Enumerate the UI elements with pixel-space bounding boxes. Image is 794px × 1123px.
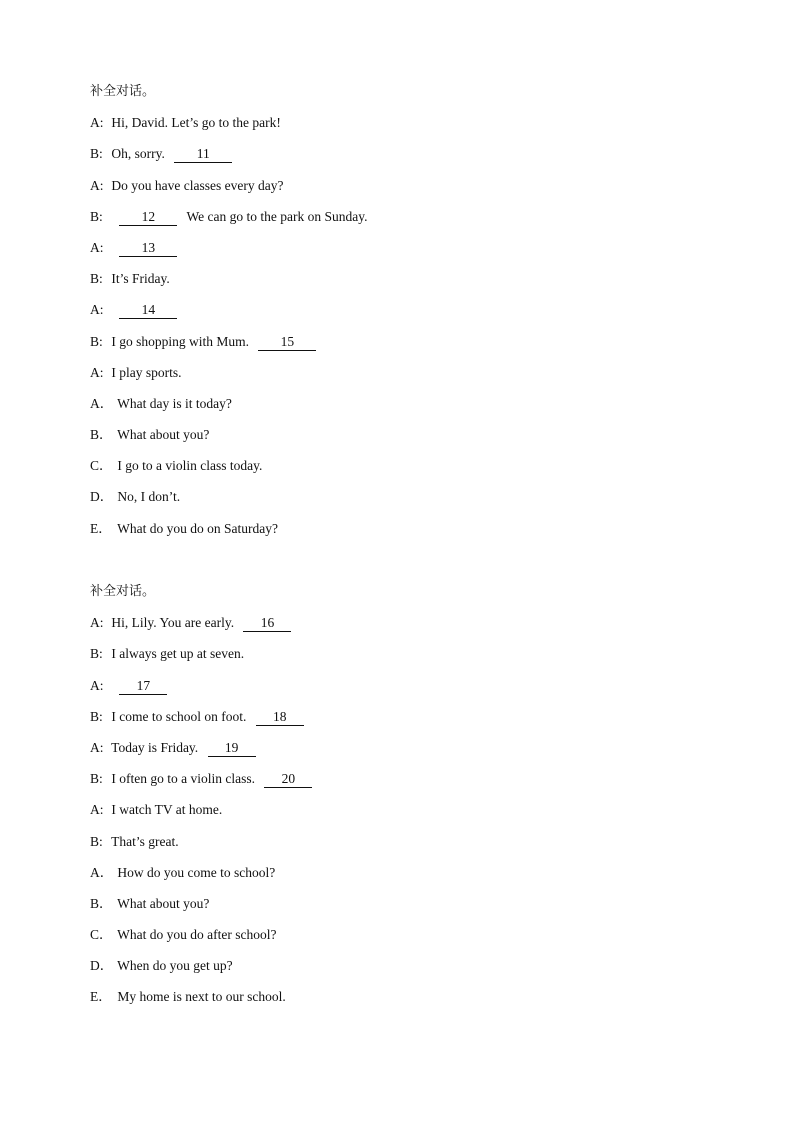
section-heading: 补全对话。: [90, 584, 156, 599]
speaker-label: A:: [90, 802, 104, 818]
option-e: [90, 987, 730, 1018]
option-letter: C．: [90, 927, 113, 943]
answer-blank-13[interactable]: 13: [119, 240, 177, 257]
dialogue-text: I often go to a violin class.: [111, 771, 255, 787]
answer-blank-11[interactable]: 11: [174, 146, 232, 163]
dialogue-line-8: [90, 332, 730, 363]
option-text: What day is it today?: [117, 395, 232, 411]
answer-blank-17[interactable]: 17: [119, 678, 167, 695]
option-letter: D．: [90, 489, 114, 505]
option-letter: D．: [90, 958, 114, 974]
answer-blank-20[interactable]: 20: [264, 771, 312, 788]
dialogue-text: I always get up at seven.: [111, 646, 245, 662]
dialogue-line-9: [90, 363, 730, 394]
speaker-label: B:: [90, 708, 103, 724]
option-text: What about you?: [117, 895, 210, 911]
speaker-label: B:: [90, 646, 103, 662]
option-text: No, I don’t.: [117, 489, 181, 505]
option-text: How do you come to school?: [117, 864, 276, 880]
option-a: [90, 394, 730, 425]
option-d: [90, 956, 730, 987]
option-e: [90, 519, 730, 550]
option-a: [90, 863, 730, 894]
dialogue-text: Hi, David. Let’s go to the park!: [111, 115, 281, 131]
dialogue-text: Hi, Lily. You are early.: [111, 615, 235, 631]
answer-blank-18[interactable]: 18: [256, 709, 304, 726]
option-letter: A．: [90, 864, 114, 880]
dialogue-text: Oh, sorry.: [111, 146, 165, 162]
dialogue-text: I play sports.: [111, 364, 182, 380]
answer-blank-14[interactable]: 14: [119, 302, 177, 319]
option-text: My home is next to our school.: [117, 989, 286, 1005]
dialogue-line-3: [90, 176, 730, 207]
option-d: [90, 487, 730, 518]
speaker-label: A:: [90, 677, 104, 693]
option-text: I go to a violin class today.: [117, 458, 263, 474]
speaker-label: A:: [90, 364, 104, 380]
dialogue-line-8: [90, 832, 730, 863]
option-letter: B．: [90, 895, 113, 911]
option-text: When do you get up?: [117, 958, 233, 974]
dialogue-line-1: [90, 113, 730, 144]
option-text: What about you?: [117, 427, 210, 443]
speaker-label: A:: [90, 302, 104, 318]
option-text: What do you do on Saturday?: [117, 520, 278, 536]
dialogue-text: We can go to the park on Sunday.: [186, 208, 368, 224]
dialogue-line-7: [90, 800, 730, 831]
option-b: [90, 894, 730, 925]
speaker-label: A:: [90, 115, 104, 131]
dialogue-section-2: [90, 582, 730, 1019]
dialogue-line-2: [90, 644, 730, 675]
dialogue-line-6: [90, 269, 730, 300]
answer-blank-15[interactable]: 15: [258, 334, 316, 351]
dialogue-line-7: [90, 300, 730, 331]
answer-blank-12[interactable]: 12: [119, 209, 177, 226]
speaker-label: B:: [90, 146, 103, 162]
dialogue-line-5: [90, 738, 730, 769]
dialogue-line-4: [90, 207, 730, 238]
speaker-label: B:: [90, 208, 103, 224]
option-letter: C．: [90, 458, 113, 474]
option-letter: B．: [90, 427, 113, 443]
dialogue-section-1: [90, 82, 730, 550]
speaker-label: B:: [90, 333, 103, 349]
dialogue-line-5: [90, 238, 730, 269]
option-c: [90, 456, 730, 487]
answer-blank-16[interactable]: 16: [243, 615, 291, 632]
option-letter: E．: [90, 989, 112, 1005]
speaker-label: B:: [90, 271, 103, 287]
dialogue-line-1: [90, 613, 730, 644]
dialogue-text: I go shopping with Mum.: [111, 333, 250, 349]
option-b: [90, 425, 730, 456]
speaker-label: A:: [90, 239, 104, 255]
dialogue-text: Today is Friday.: [111, 739, 199, 755]
dialogue-text: I come to school on foot.: [111, 708, 247, 724]
dialogue-line-2: [90, 144, 730, 175]
dialogue-line-6: [90, 769, 730, 800]
speaker-label: A:: [90, 739, 104, 755]
speaker-label: B:: [90, 771, 103, 787]
option-letter: A．: [90, 395, 114, 411]
option-letter: E．: [90, 520, 112, 536]
dialogue-text: That’s great.: [111, 833, 179, 849]
option-text: What do you do after school?: [117, 927, 277, 943]
speaker-label: B:: [90, 833, 103, 849]
dialogue-line-3: [90, 676, 730, 707]
speaker-label: A:: [90, 177, 104, 193]
speaker-label: A:: [90, 615, 104, 631]
answer-blank-19[interactable]: 19: [208, 740, 256, 757]
dialogue-text: Do you have classes every day?: [111, 177, 284, 193]
section-heading: 补全对话。: [90, 84, 156, 99]
dialogue-line-4: [90, 707, 730, 738]
dialogue-text: It’s Friday.: [111, 271, 170, 287]
dialogue-text: I watch TV at home.: [111, 802, 223, 818]
option-c: [90, 925, 730, 956]
